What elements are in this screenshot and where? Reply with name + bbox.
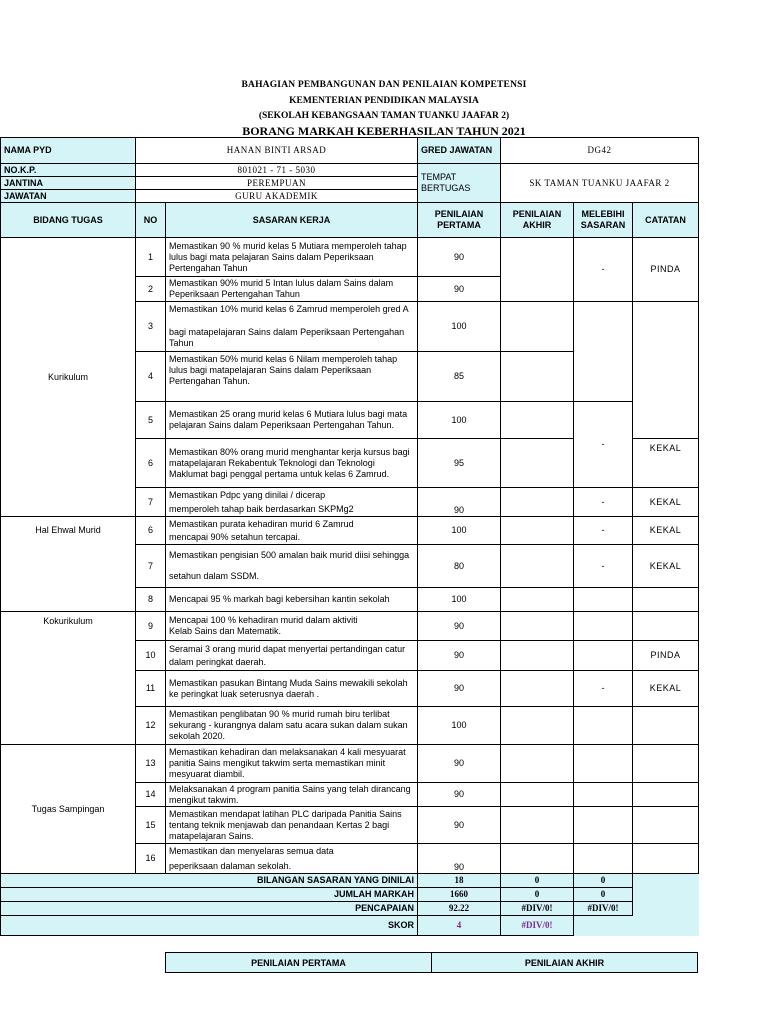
row-no: 12 (136, 707, 166, 745)
form-title: BORANG MARKAH KEBERHASILAN TAHUN 2021 (242, 124, 526, 138)
row-akhir (501, 807, 574, 844)
row-task-line2: setahun dalam SSDM. (169, 571, 260, 581)
row-no: 5 (136, 402, 166, 439)
nama-label: NAMA PYD (1, 138, 136, 164)
row-score: 100 (418, 707, 501, 745)
jawatan-label: JAWATAN (1, 190, 136, 203)
header-school: (SEKOLAH KEBANGSAAN TAMAN TUANKU JAAFAR 2) (258, 111, 510, 121)
bidang-kokurikulum: Kokurikulum (1, 612, 136, 745)
row-score: 95 (418, 439, 501, 488)
row-no: 11 (136, 671, 166, 707)
row-score: 100 (418, 588, 501, 612)
blank-cell (633, 888, 699, 902)
nokp-value: 801021 - 71 - 5030 (136, 164, 418, 177)
row-score: 90 (418, 745, 501, 783)
bilangan-label: BILANGAN SASARAN YANG DINILAI (1, 874, 418, 888)
row-score: 90 (418, 641, 501, 671)
row-task: Mencapai 95 % markah bagi kebersihan kantin sekolah (166, 588, 418, 612)
row-no: 4 (136, 352, 166, 402)
row-melebihi (574, 745, 633, 783)
row-melebihi (574, 707, 633, 745)
row-no: 16 (136, 844, 166, 874)
row-akhir (501, 641, 574, 671)
row-score: 100 (418, 517, 501, 545)
jumlah-akhir: 0 (501, 888, 574, 902)
row-task (166, 545, 418, 588)
row-melebihi (574, 844, 633, 874)
bilangan-melebihi: 0 (574, 874, 633, 888)
col-catatan: CATATAN (633, 203, 699, 238)
row-catatan (633, 745, 699, 783)
row-akhir (501, 783, 574, 807)
nama-value: HANAN BINTI ARSAD (136, 138, 418, 164)
row-catatan (633, 783, 699, 807)
row-melebihi: - (574, 545, 633, 588)
col-akhir: PENILAIAN AKHIR (501, 203, 574, 238)
row-task: Memastikan 50% murid kelas 6 Nilam memperoleh tahap lulus bagi matapelajaran Sains dalam Peperiksaan Pertengahan Tahun. (166, 352, 418, 402)
row-catatan: KEKAL (633, 545, 699, 588)
row-akhir (501, 402, 574, 439)
tempat-label: TEMPAT BERTUGAS (418, 164, 501, 203)
row-no: 13 (136, 745, 166, 783)
row-melebihi: - (574, 238, 633, 302)
row-score: 90 (418, 671, 501, 707)
blank-cell (633, 874, 699, 888)
row-task: Melaksanakan 4 program panitia Sains yang telah dirancang mengikut takwim. (166, 783, 418, 807)
row-task (166, 517, 418, 545)
row-score: 90 (418, 807, 501, 844)
marks-form-table (0, 137, 699, 936)
row-akhir (501, 545, 574, 588)
row-catatan: KEKAL (633, 671, 699, 707)
row-no: 3 (136, 302, 166, 352)
row-task-line1: Mencapai 100 % kehadiran murid dalam aktiviti (169, 615, 358, 625)
row-score: 90 (418, 612, 501, 641)
row-catatan: KEKAL (633, 488, 699, 517)
row-task: Memastikan 80% orang murid menghantar kerja kursus bagi matapelajaran Rekabentuk Teknologi dan Teknologi Maklumat bagi penggal pertama untuk kelas 6 Zamrud. (166, 439, 418, 488)
row-task-line1: Seramai 3 orang murid dapat menyertai pertandingan catur (169, 643, 406, 654)
row-no: 9 (136, 612, 166, 641)
row-akhir (501, 612, 574, 641)
header-department: BAHAGIAN PEMBANGUNAN DAN PENILAIAN KOMPETENSI (241, 80, 527, 90)
row-no: 1 (136, 238, 166, 277)
skor-akhir: #DIV/0! (501, 916, 574, 936)
row-score: 90 (418, 783, 501, 807)
tempat-value: SK TAMAN TUANKU JAAFAR 2 (501, 164, 699, 203)
row-no: 7 (136, 488, 166, 517)
row-no: 2 (136, 277, 166, 302)
row-task-line2: Kelab Sains dan Matematik. (169, 626, 282, 636)
row-task-line1: Memastikan 10% murid kelas 6 Zamrud memperoleh gred A (169, 304, 409, 314)
jumlah-melebihi: 0 (574, 888, 633, 902)
row-score: 85 (418, 352, 501, 402)
footer-pertama: PENILAIAN PERTAMA (166, 953, 432, 973)
gred-value: DG42 (501, 138, 699, 164)
pencapaian-akhir: #DIV/0! (501, 902, 574, 916)
row-akhir (501, 745, 574, 783)
row-no: 6 (136, 517, 166, 545)
pencapaian-label: PENCAPAIAN (1, 902, 418, 916)
row-task-line2: peperiksaan dalaman sekolah. (169, 860, 292, 871)
row-task-line1: Memastikan pengisian 500 amalan baik murid diisi sehingga (169, 550, 410, 560)
row-catatan: KEKAL (633, 439, 699, 488)
row-task-line2: dalam peringkat daerah. (169, 656, 267, 667)
row-task-line1: Memastikan Pdpc yang dinilai / dicerap (169, 489, 326, 500)
col-bidang: BIDANG TUGAS (1, 203, 136, 238)
row-task: Memastikan 90 % murid kelas 5 Mutiara memperoleh tahap lulus bagi mata pelajaran Sains dalam Peperiksaan Pertengahan Tahun (166, 238, 418, 277)
row-akhir (501, 707, 574, 745)
row-no: 15 (136, 807, 166, 844)
row-task (166, 612, 418, 641)
nokp-label: NO.K.P. (1, 164, 136, 177)
row-task-line2: memperoleh tahap baik berdasarkan SKPMg2 (169, 503, 354, 514)
row-score: 80 (418, 545, 501, 588)
row-score: 100 (418, 302, 501, 352)
blank-cell (574, 916, 633, 936)
col-melebihi: MELEBIHI SASARAN (574, 203, 633, 238)
row-score: 90 (418, 844, 501, 874)
row-akhir (501, 517, 574, 545)
row-melebihi: - (574, 671, 633, 707)
pencapaian-pertama: 92.22 (418, 902, 501, 916)
row-task (166, 844, 418, 874)
row-task-line2: mencapai 90% setahun tercapai. (169, 531, 301, 542)
row-catatan: PINDA (633, 641, 699, 671)
row-akhir (501, 238, 574, 302)
row-catatan (633, 707, 699, 745)
row-task: Memastikan penglibatan 90 % murid rumah biru terlibat sekurang - kurangnya dalam satu acara sukan dalam sukan sekolah 2020. (166, 707, 418, 745)
row-melebihi (574, 641, 633, 671)
row-catatan (633, 612, 699, 641)
col-sasaran: SASARAN KERJA (166, 203, 418, 238)
bilangan-akhir: 0 (501, 874, 574, 888)
row-score: 100 (418, 402, 501, 439)
signature-header-table (165, 952, 698, 973)
row-catatan (633, 302, 699, 439)
pencapaian-melebihi: #DIV/0! (574, 902, 633, 916)
row-no: 7 (136, 545, 166, 588)
skor-label: SKOR (1, 916, 418, 936)
row-catatan: PINDA (633, 238, 699, 302)
gred-label: GRED JAWATAN (418, 138, 501, 164)
row-task: Memastikan 90% murid 5 Intan lulus dalam Sains dalam Peperiksaan Pertengahan Tahun (166, 277, 418, 302)
row-task-line1: Memastikan dan menyelaras semua data (169, 845, 334, 856)
row-melebihi: - (574, 402, 633, 488)
jumlah-label: JUMLAH MARKAH (1, 888, 418, 902)
row-akhir (501, 302, 574, 352)
row-task-line2: bagi matapelajaran Sains dalam Peperiksaan Pertengahan Tahun (169, 327, 405, 348)
row-task (166, 488, 418, 517)
row-akhir (501, 671, 574, 707)
bidang-sampingan: Tugas Sampingan (1, 745, 136, 874)
row-akhir (501, 844, 574, 874)
blank-cell (633, 916, 699, 936)
row-catatan: KEKAL (633, 517, 699, 545)
row-melebihi (574, 783, 633, 807)
row-no: 14 (136, 783, 166, 807)
jawatan-value: GURU AKADEMIK (136, 190, 418, 203)
row-score: 90 (418, 238, 501, 277)
footer-akhir: PENILAIAN AKHIR (432, 953, 698, 973)
row-melebihi (574, 588, 633, 612)
bilangan-pertama: 18 (418, 874, 501, 888)
row-catatan (633, 844, 699, 874)
blank-cell (633, 902, 699, 916)
row-task-line1: Memastikan purata kehadiran murid 6 Zamrud (169, 518, 354, 529)
row-task (166, 641, 418, 671)
row-no: 6 (136, 439, 166, 488)
jumlah-pertama: 1660 (418, 888, 501, 902)
row-catatan (633, 588, 699, 612)
row-task: Memastikan 25 orang murid kelas 6 Mutiara lulus bagi mata pelajaran Sains dalam Peperiksaan Pertengahan Tahun. (166, 402, 418, 439)
row-score: 90 (418, 277, 501, 302)
row-melebihi: - (574, 488, 633, 517)
jantina-label: JANTINA (1, 177, 136, 190)
row-akhir (501, 352, 574, 402)
row-task: Memastikan kehadiran dan melaksanakan 4 kali mesyuarat panitia Sains mengikut takwim serta memastikan minit mesyuarat diambil. (166, 745, 418, 783)
jantina-value: PEREMPUAN (136, 177, 418, 190)
row-no: 10 (136, 641, 166, 671)
row-akhir (501, 588, 574, 612)
bidang-hem: Hal Ehwal Murid (1, 517, 136, 612)
col-pertama: PENILAIAN PERTAMA (418, 203, 501, 238)
header-ministry: KEMENTERIAN PENDIDIKAN MALAYSIA (289, 96, 479, 106)
row-melebihi (574, 807, 633, 844)
row-task: Memastikan pasukan Bintang Muda Sains mewakili sekolah ke peringkat luak seterusnya daerah . (166, 671, 418, 707)
row-melebihi (574, 612, 633, 641)
row-akhir (501, 439, 574, 488)
row-task (166, 302, 418, 352)
row-no: 8 (136, 588, 166, 612)
row-catatan (633, 807, 699, 844)
row-akhir (501, 488, 574, 517)
row-score: 90 (418, 488, 501, 517)
row-task: Memastikan mendapat latihan PLC daripada Panitia Sains tentang teknik menjawab dan penandaan Kertas 2 bagi matapelajaran Sains. (166, 807, 418, 844)
bidang-kurikulum: Kurikulum (1, 238, 136, 517)
col-no: NO (136, 203, 166, 238)
row-melebihi: - (574, 517, 633, 545)
skor-pertama: 4 (418, 916, 501, 936)
row-melebihi (574, 302, 633, 402)
